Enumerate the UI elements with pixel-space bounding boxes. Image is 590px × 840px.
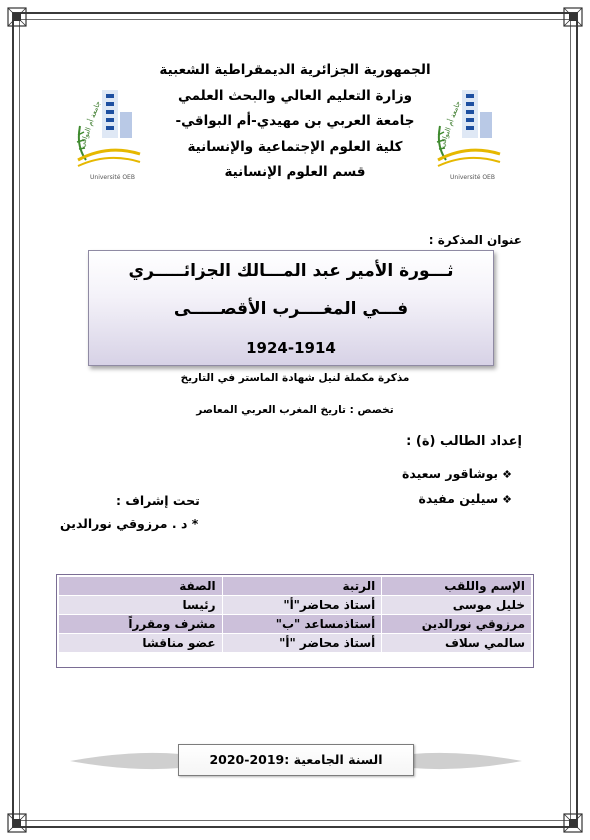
header-university: جامعة العربي بن مهيدي-أم البواقي- <box>175 113 415 129</box>
corner-ornament-icon <box>562 812 584 834</box>
jury-cell-rank: أستاذ محاضر "أ" <box>222 634 382 653</box>
university-logo-right <box>432 86 504 186</box>
corner-ornament-icon <box>6 812 28 834</box>
university-logo-left <box>72 86 144 186</box>
jury-cell-rank: أستاذمساعد "ب" <box>222 615 382 634</box>
jury-cell-name: سالمي سلاف <box>382 634 532 653</box>
logo-arabic-text: جامعة أم البواقي <box>438 99 463 149</box>
logo-text: Université OEB <box>450 174 495 181</box>
jury-header-row <box>59 577 532 596</box>
student-item <box>402 466 512 481</box>
academic-year-box: السنة الجامعية :2019-2020 <box>178 744 414 776</box>
supervisor-name: * د . مرزوقي نورالدين <box>60 516 199 531</box>
jury-cell-name: خليل موسى <box>382 596 532 615</box>
header-ministry: وزارة التعليم العالي والبحث العلمي <box>177 87 413 104</box>
diamond-bullet-icon: ❖ <box>502 468 512 481</box>
jury-row <box>59 596 532 615</box>
jury-cell-name: مرزوقي نورالدين <box>382 615 532 634</box>
thesis-title-box <box>88 250 494 366</box>
student-item <box>418 491 512 506</box>
supervision-label: تحت إشراف : <box>116 493 200 508</box>
jury-row <box>59 615 532 634</box>
thesis-title-line2: فـــي المغــــرب الأقصـــــى <box>173 299 409 319</box>
jury-col-rank: الرتبة <box>222 577 382 596</box>
header-department: قسم العلوم الإنسانية <box>224 164 366 180</box>
thesis-title-years: 1924-1914 <box>246 339 336 357</box>
corner-ornament-icon <box>6 6 28 28</box>
logo-arabic-text: جامعة أم البواقي <box>78 99 103 149</box>
memo-title-label: عنوان المذكرة : <box>428 233 522 247</box>
thesis-specialty: تخصص : تاريخ المغرب العربي المعاصر <box>196 404 394 416</box>
jury-cell-role: مشرف ومقرراً <box>59 615 223 634</box>
student-name: سيلين مفيدة <box>418 491 499 506</box>
jury-col-name: الإسم واللقب <box>382 577 532 596</box>
header-faculty: كلية العلوم الإجتماعية والإنسانية <box>187 138 403 155</box>
jury-cell-role: رئيسا <box>59 596 223 615</box>
jury-col-role: الصفة <box>59 577 223 596</box>
jury-table <box>58 576 532 653</box>
prepared-by-label: إعداد الطالب (ة) : <box>406 434 522 449</box>
corner-ornament-icon <box>562 6 584 28</box>
jury-row <box>59 634 532 653</box>
jury-cell-rank: أستاذ محاضر"أ" <box>222 596 382 615</box>
thesis-purpose: مذكرة مكملة لنيل شهادة الماستر في التاريخ <box>180 372 410 384</box>
thesis-title-line1: ثـــورة الأمير عبد المـــالك الجزائـــــري <box>128 261 454 281</box>
institution-header <box>150 58 440 186</box>
header-republic: الجمهورية الجزائرية الديمقراطية الشعبية <box>159 62 431 78</box>
student-name: بوشاقور سعيدة <box>401 466 499 481</box>
logo-text: Université OEB <box>90 174 135 181</box>
jury-cell-role: عضو مناقشا <box>59 634 223 653</box>
diamond-bullet-icon: ❖ <box>502 493 512 506</box>
